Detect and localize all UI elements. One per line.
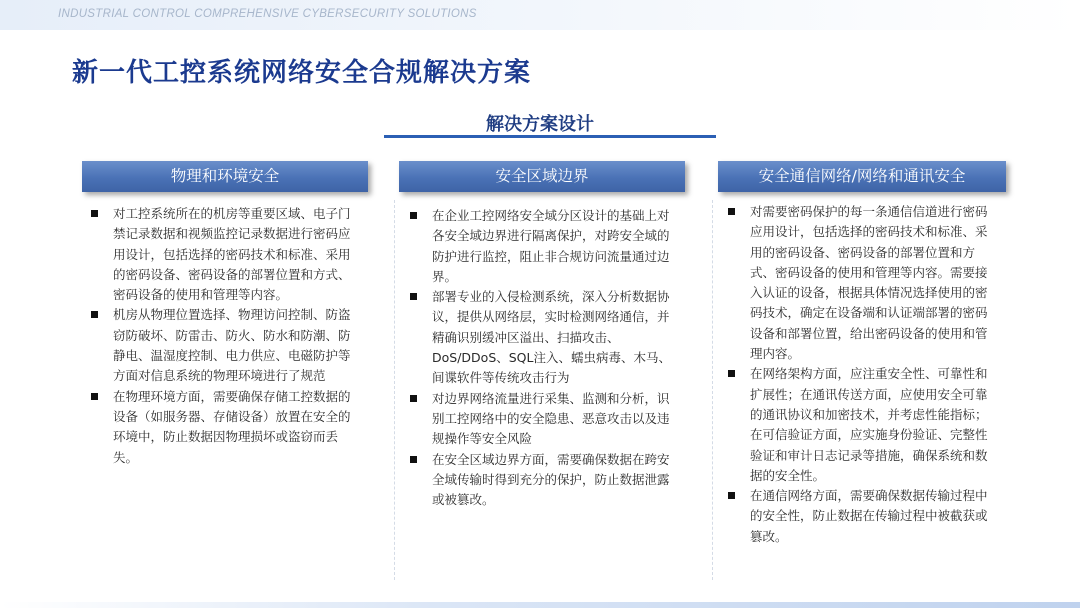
list-item bbox=[407, 287, 679, 388]
section-title: 解决方案设计 bbox=[486, 114, 594, 135]
square-bullet-icon bbox=[728, 208, 735, 215]
list-item bbox=[88, 305, 360, 386]
column-divider bbox=[394, 200, 395, 580]
square-bullet-icon bbox=[410, 212, 417, 219]
list-item-text: 机房从物理位置选择、物理访问控制、防盗窃防破坏、防雷击、防火、防水和防潮、防静电、温湿度控制、电力供应、电磁防护等方面对信息系统的物理环境进行了规范 bbox=[113, 307, 351, 384]
square-bullet-icon bbox=[410, 456, 417, 463]
column-header-physical-security: 物理和环境安全 bbox=[82, 161, 368, 192]
list-item-text: 在安全区域边界方面，需要确保数据在跨安全域传输时得到充分的保护，防止数据泄露或被篡改。 bbox=[432, 451, 670, 508]
column-body-area-boundary bbox=[407, 206, 679, 510]
list-item-text: 对工控系统所在的机房等重要区域、电子门禁记录数据和视频监控记录数据进行密码应用设计，包括选择的密码技术和标准、采用的密码设备、密码设备的部署位置和方式、密码设备的使用和管理等内容。 bbox=[113, 206, 351, 303]
column-body-physical-security bbox=[88, 204, 360, 468]
list-item-text: 在网络架构方面，应注重安全性、可靠性和扩展性；在通讯传送方面，应使用安全可靠的通讯协议和加密技术，并考虑性能指标；在可信验证方面，应实施身份验证、完整性验证和审计日志记录等措施，确保系统和数据的安全性。 bbox=[750, 366, 988, 483]
bottom-strip bbox=[0, 602, 1080, 608]
column-header-communication-network: 安全通信网络/网络和通讯安全 bbox=[718, 161, 1006, 192]
square-bullet-icon bbox=[410, 293, 417, 300]
page-title: 新一代工控系统网络安全合规解决方案 bbox=[72, 58, 532, 88]
list-item-text: 对边界网络流量进行采集、监测和分析，识别工控网络中的安全隐患、恶意攻击以及违规操作等安全风险 bbox=[432, 390, 670, 447]
square-bullet-icon bbox=[91, 311, 98, 318]
column-divider bbox=[712, 200, 713, 580]
column-header-area-boundary: 安全区域边界 bbox=[399, 161, 685, 192]
list-item-text: 对需要密码保护的每一条通信信道进行密码应用设计，包括选择的密码技术和标准、采用的密码设备、密码设备的部署位置和方式、密码设备的使用和管理等内容。需要接入认证的设备，根据具体情况选择使用的密码技术，确定在设备端和认证端部署的密码设备和部署位置，给出密码设备的使用和管理内容。 bbox=[750, 204, 988, 362]
square-bullet-icon bbox=[728, 370, 735, 377]
list-item-text: 在企业工控网络安全域分区设计的基础上对各安全域边界进行隔离保护，对跨安全域的防护进行监控，阻止非合规访问流量通过边界。 bbox=[432, 208, 670, 284]
section-underline bbox=[384, 135, 716, 138]
column-body-communication-network bbox=[725, 202, 997, 547]
list-item bbox=[407, 206, 679, 287]
list-item bbox=[407, 450, 679, 511]
list-item-text: 在通信网络方面，需要确保数据传输过程中的安全性，防止数据在传输过程中被截获或篡改。 bbox=[750, 488, 988, 544]
list-item bbox=[88, 204, 360, 305]
square-bullet-icon bbox=[728, 492, 735, 499]
list-item-text: 部署专业的入侵检测系统，深入分析数据协议，提供从网络层，实时检测网络通信，并精确识别缓冲区溢出、扫描攻击、DoS/DDoS、SQL注入、蠕虫病毒、木马、间谍软件等传统攻击行为 bbox=[432, 289, 671, 386]
square-bullet-icon bbox=[91, 393, 98, 400]
list-item bbox=[407, 389, 679, 450]
list-item bbox=[88, 387, 360, 468]
list-item bbox=[725, 202, 997, 364]
header-tagline: INDUSTRIAL CONTROL COMPREHENSIVE CYBERSECURITY SOLUTIONS bbox=[58, 8, 477, 20]
list-item bbox=[725, 486, 997, 547]
list-item-text: 在物理环境方面，需要确保存储工控数据的设备（如服务器、存储设备）放置在安全的环境中，防止数据因物理损坏或盗窃而丢失。 bbox=[113, 388, 351, 465]
square-bullet-icon bbox=[91, 210, 98, 217]
list-item bbox=[725, 364, 997, 486]
square-bullet-icon bbox=[410, 395, 417, 402]
